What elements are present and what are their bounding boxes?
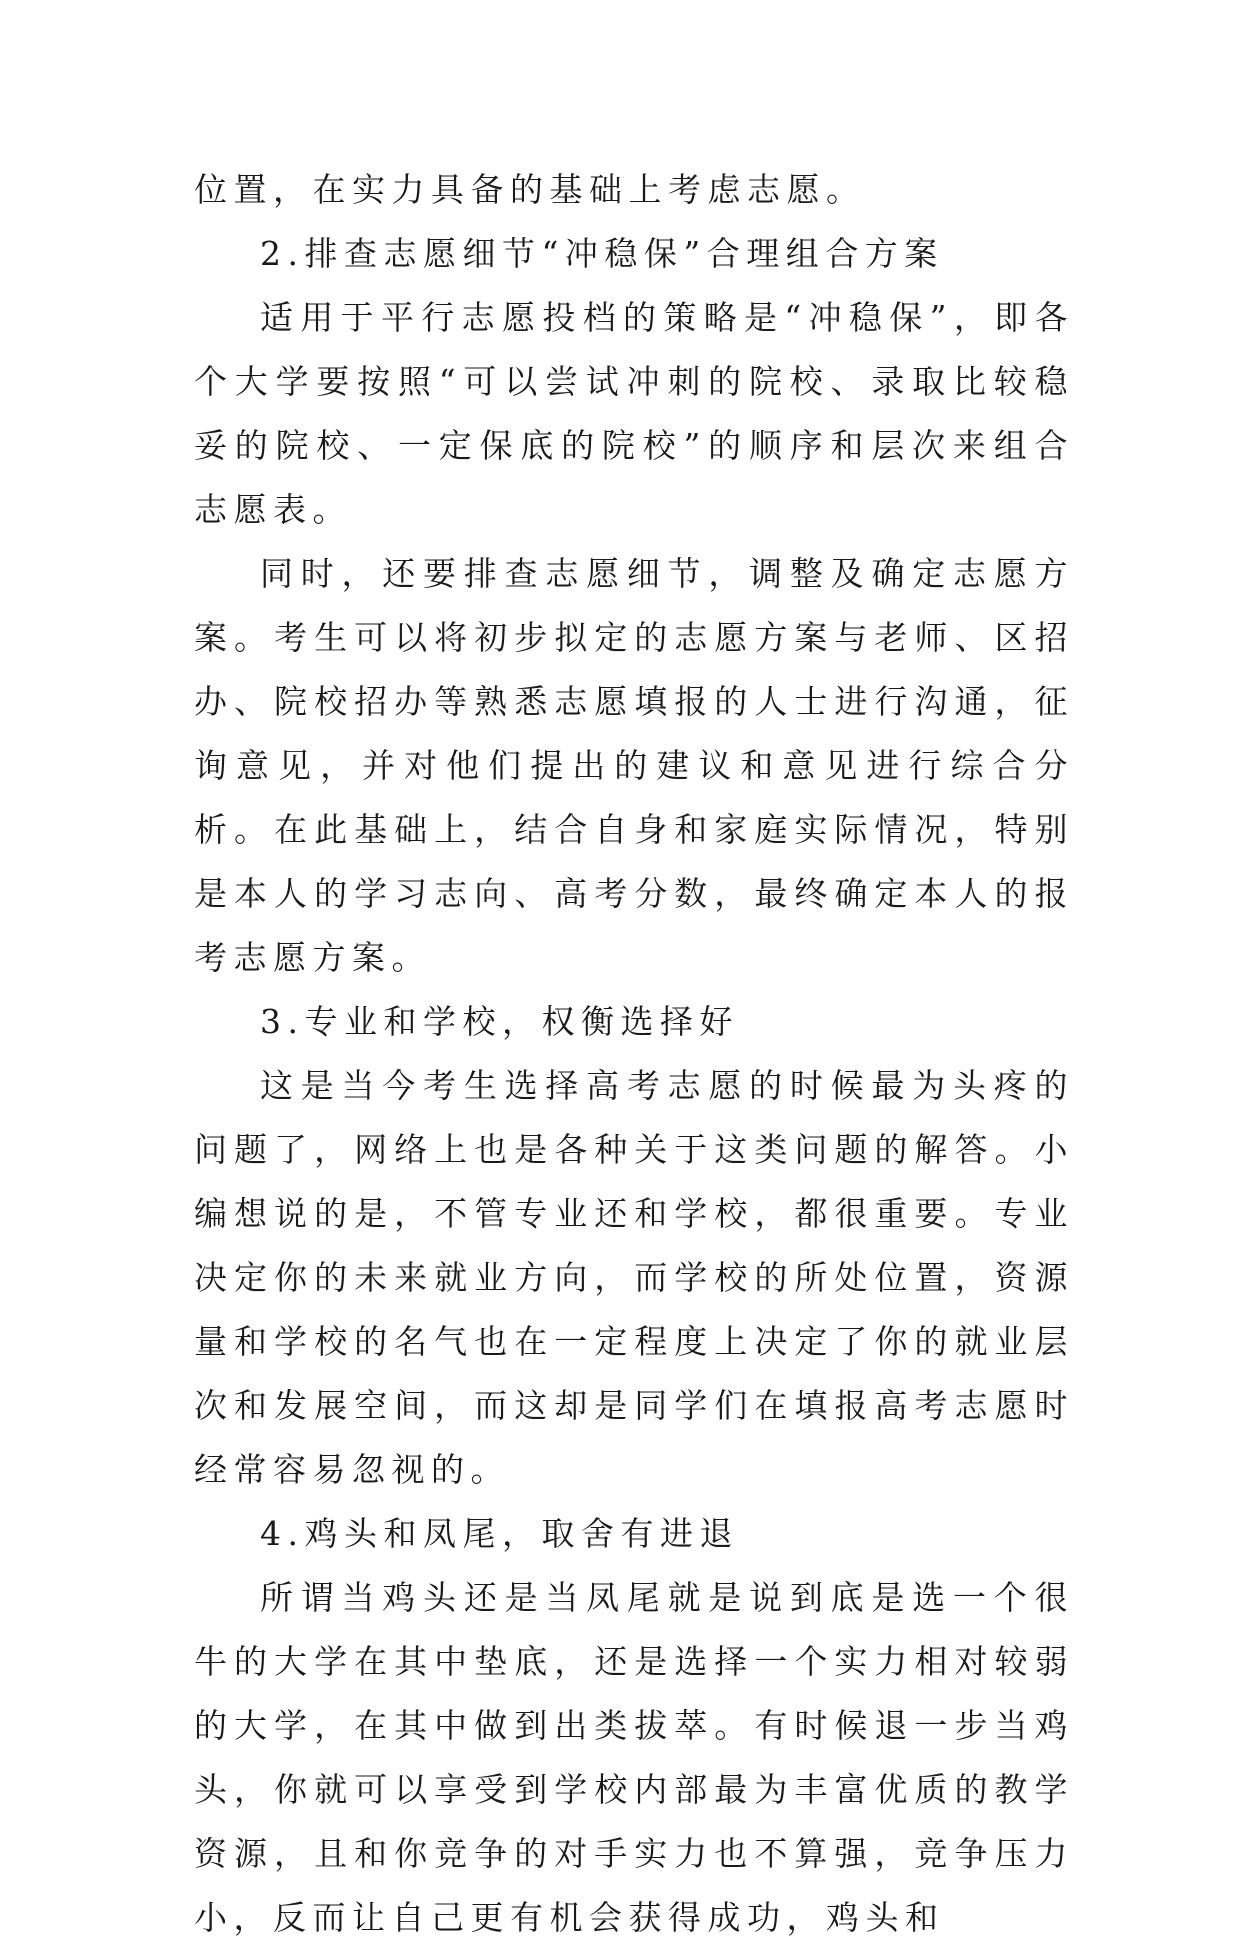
document-body [194,158,1074,1950]
section-heading-2: 2.排查志愿细节“冲稳保”合理组合方案 [260,234,944,273]
section-heading-4: 4.鸡头和凤尾，取舍有进退 [260,1514,739,1553]
section-heading-3: 3.专业和学校，权衡选择好 [260,1002,739,1041]
body-paragraph: 位置，在实力具备的基础上考虑志愿。 [194,170,866,209]
body-paragraph: 这是当今考生选择高考志愿的时候最为头疼的问题了，网络上也是各种关于这类问题的解答。小编想说的是，不管专业还和学校，都很重要。专业决定你的未来就业方向，而学校的所处位置，资源量和学校的名气也在一定程度上决定了你的就业层次和发展空间，而这却是同学们在填报高考志愿时经常容易忽视的。 [194,1066,1074,1489]
body-paragraph: 所谓当鸡头还是当凤尾就是说到底是选一个很牛的大学在其中垫底，还是选择一个实力相对较弱的大学，在其中做到出类拔萃。有时候退一步当鸡头，你就可以享受到学校内部最为丰富优质的教学资源，且和你竞争的对手实力也不算强，竞争压力小，反而让自己更有机会获得成功，鸡头和 [194,1578,1074,1937]
body-paragraph: 适用于平行志愿投档的策略是“冲稳保”，即各个大学要按照“可以尝试冲刺的院校、录取比较稳妥的院校、一定保底的院校”的顺序和层次来组合志愿表。 [194,298,1074,529]
body-paragraph: 同时，还要排查志愿细节，调整及确定志愿方案。考生可以将初步拟定的志愿方案与老师、区招办、院校招办等熟悉志愿填报的人士进行沟通，征询意见，并对他们提出的建议和意见进行综合分析。在此基础上，结合自身和家庭实际情况，特别是本人的学习志向、高考分数，最终确定本人的报考志愿方案。 [194,554,1074,977]
